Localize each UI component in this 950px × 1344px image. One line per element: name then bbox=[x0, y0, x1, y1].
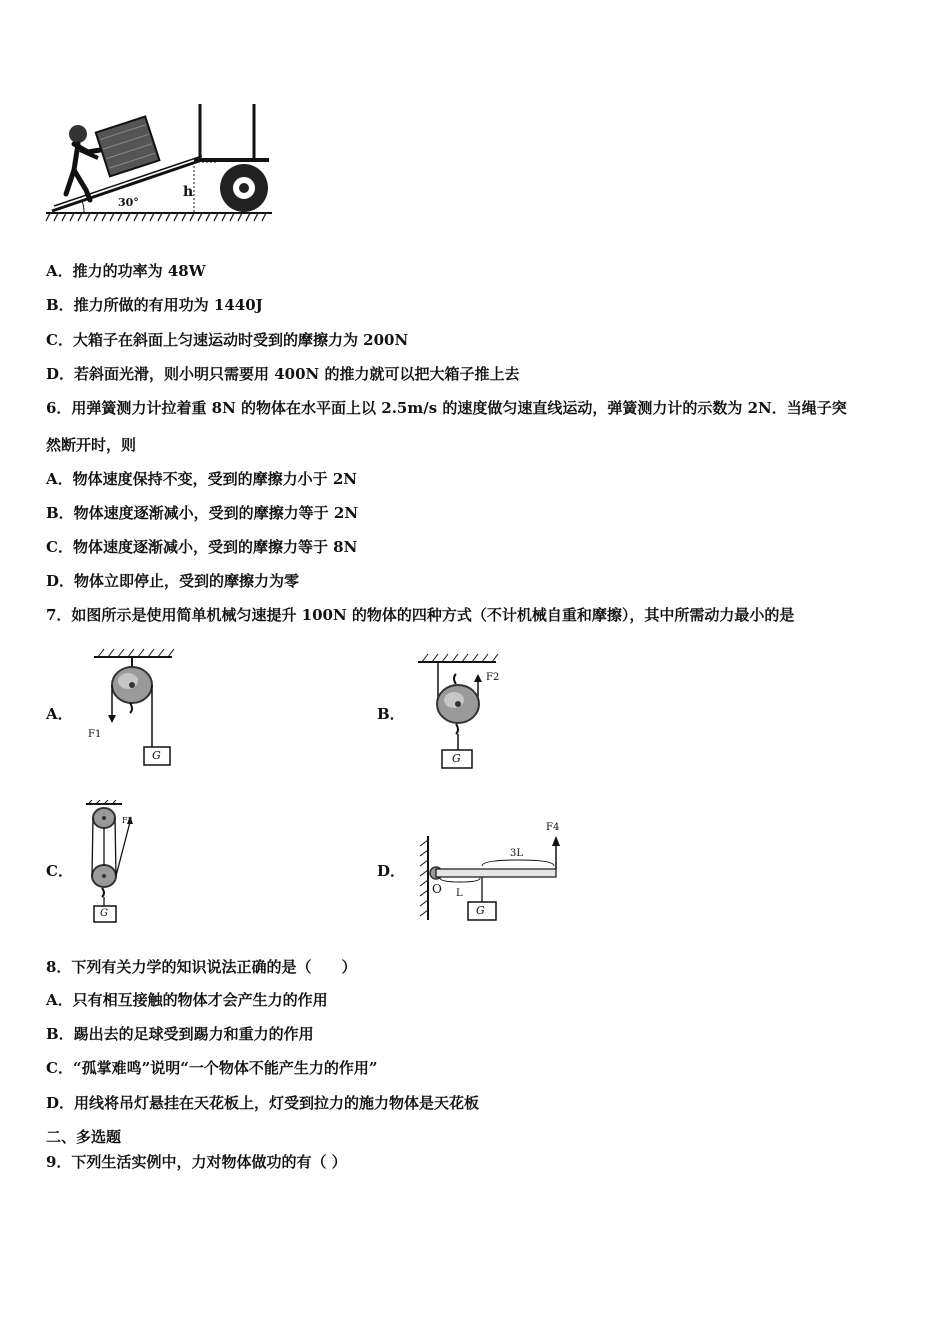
height-label: h bbox=[183, 184, 194, 200]
q6-option-b[interactable]: B．物体速度逐渐减小，受到的摩擦力等于 2N bbox=[46, 504, 359, 522]
weight-label-d: G bbox=[476, 904, 485, 917]
q7-option-d-label[interactable]: D． bbox=[377, 862, 406, 880]
q7-option-a-label[interactable]: A． bbox=[46, 705, 73, 723]
q6-option-c[interactable]: C．物体速度逐渐减小，受到的摩擦力等于 8N bbox=[46, 538, 358, 556]
q6-stem-line2: 然断开时，则 bbox=[46, 436, 137, 454]
q7-option-c-label[interactable]: C． bbox=[46, 862, 73, 880]
section-title-multiple-choice: 二、多选题 bbox=[46, 1128, 122, 1146]
q5-option-a[interactable]: A．推力的功率为 48W bbox=[46, 262, 206, 280]
q7-stem: 7．如图所示是使用简单机械匀速提升 100N 的物体的四种方式（不计机械自重和摩擦），其中所需动力最小的是 bbox=[46, 606, 795, 624]
q6-option-d[interactable]: D．物体立即停止，受到的摩擦力为零 bbox=[46, 572, 300, 590]
force-label-f3: F3 bbox=[122, 816, 133, 825]
pulley-block-figure bbox=[80, 800, 160, 925]
q8-option-a[interactable]: A．只有相互接触的物体才会产生力的作用 bbox=[46, 991, 328, 1009]
q8-option-b[interactable]: B．踢出去的足球受到踢力和重力的作用 bbox=[46, 1025, 314, 1043]
movable-pulley-figure bbox=[410, 648, 520, 773]
q6-stem-line1: 6．用弹簧测力计拉着重 8N 的物体在水平面上以 2.5m/s 的速度做匀速直线运动，弹簧测力计的示数为 2N．当绳子突 bbox=[46, 399, 847, 417]
angle-label: 30° bbox=[118, 196, 139, 209]
q7-option-b-label[interactable]: B． bbox=[377, 705, 405, 723]
long-arm-label: 3L bbox=[510, 848, 524, 859]
weight-label-c: G bbox=[100, 908, 108, 919]
fixed-pulley-figure bbox=[80, 645, 190, 770]
q8-option-c[interactable]: C．“孤掌难鸣”说明“一个物体不能产生力的作用” bbox=[46, 1059, 378, 1077]
q6-option-a[interactable]: A．物体速度保持不变，受到的摩擦力小于 2N bbox=[46, 470, 358, 488]
q5-option-b[interactable]: B．推力所做的有用功为 1440J bbox=[46, 296, 263, 314]
short-arm-label: L bbox=[456, 888, 463, 899]
q8-stem: 8．下列有关力学的知识说法正确的是（ ） bbox=[46, 958, 357, 976]
force-label-f1: F1 bbox=[88, 729, 102, 740]
ramp-truck-figure bbox=[44, 100, 284, 228]
force-label-f2: F2 bbox=[486, 672, 500, 683]
q5-option-d[interactable]: D．若斜面光滑，则小明只需要用 400N 的推力就可以把大箱子推上去 bbox=[46, 365, 520, 383]
force-label-f4: F4 bbox=[546, 822, 560, 833]
q9-stem: 9．下列生活实例中，力对物体做功的有（ ） bbox=[46, 1153, 347, 1171]
weight-label-b: G bbox=[452, 752, 461, 765]
q8-option-d[interactable]: D．用线将吊灯悬挂在天花板上，灯受到拉力的施力物体是天花板 bbox=[46, 1094, 480, 1112]
lever-figure bbox=[410, 822, 570, 926]
q5-option-c[interactable]: C．大箱子在斜面上匀速运动时受到的摩擦力为 200N bbox=[46, 331, 409, 349]
weight-label-a: G bbox=[152, 749, 161, 762]
pivot-label: O bbox=[432, 882, 442, 896]
